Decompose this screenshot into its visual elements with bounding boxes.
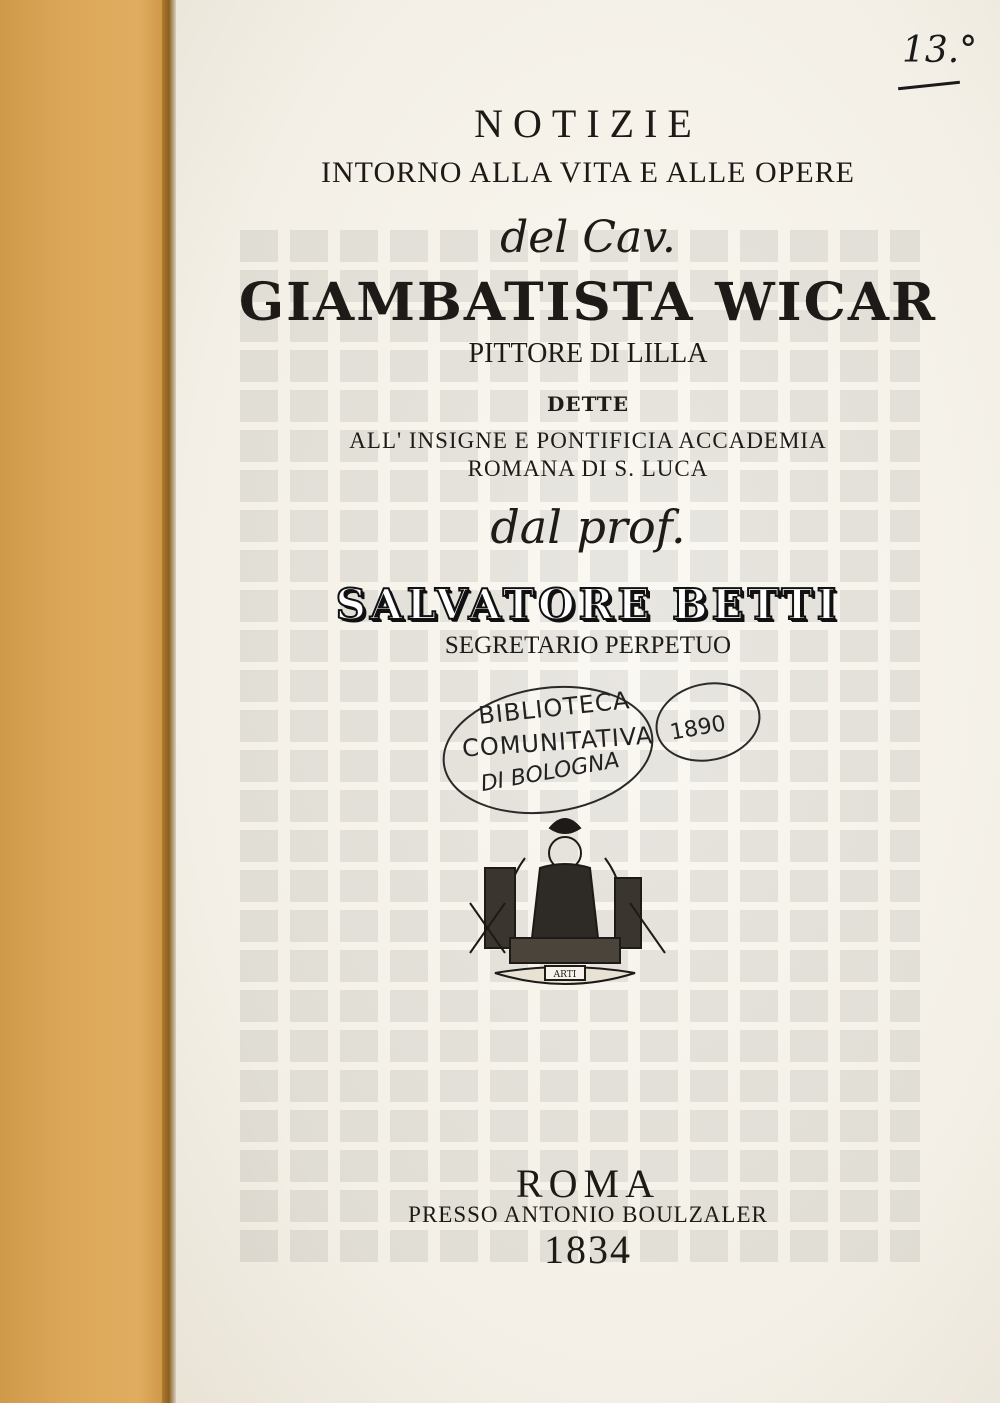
author-name: SALVATORE BETTI bbox=[335, 580, 841, 629]
stamp-year: 1890 bbox=[668, 711, 728, 746]
shelfmark: 13.° bbox=[902, 30, 978, 71]
stamp-line-3: DI BOLOGNA bbox=[478, 748, 622, 797]
title-academy-line2: ROMANA DI S. LUCA bbox=[467, 456, 709, 481]
title-dal-prof: dal prof. bbox=[490, 500, 686, 554]
author-role: SEGRETARIO PERPETUO bbox=[444, 632, 732, 659]
page-gutter bbox=[162, 0, 176, 1403]
imprint-city: ROMA bbox=[515, 1161, 661, 1206]
title-subject-name: GIAMBATISTA WICAR bbox=[238, 272, 938, 333]
stamp-line-1: BIBLIOTECA bbox=[476, 686, 632, 730]
stamp-line-2: COMUNITATIVA bbox=[461, 721, 655, 763]
title-notizie: NOTIZIE bbox=[474, 101, 702, 146]
vignette-label: ARTI bbox=[553, 970, 577, 980]
arts-vignette bbox=[455, 808, 675, 1003]
book-spine bbox=[0, 0, 172, 1403]
title-dette: DETTE bbox=[547, 392, 629, 416]
title-subtitle: INTORNO ALLA VITA E ALLE OPERE bbox=[321, 156, 855, 189]
title-subject-role: PITTORE DI LILLA bbox=[468, 338, 708, 369]
imprint-publisher: PRESSO ANTONIO BOULZALER bbox=[408, 1202, 768, 1227]
title-academy-line1: ALL' INSIGNE E PONTIFICIA ACCADEMIA bbox=[349, 428, 827, 453]
imprint-year: 1834 bbox=[544, 1227, 632, 1272]
title-honorific: del Cav. bbox=[500, 212, 676, 263]
